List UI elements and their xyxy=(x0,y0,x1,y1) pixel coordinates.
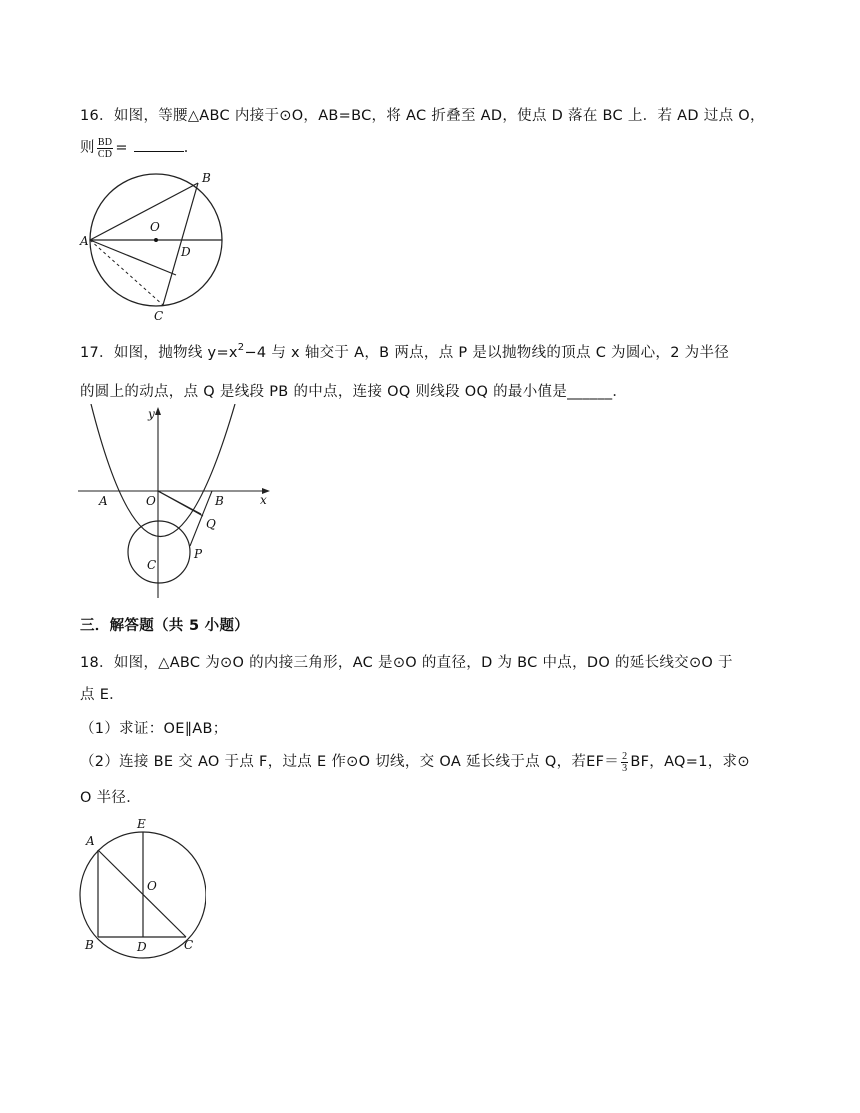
q18-line-2: 点 E． xyxy=(80,687,124,703)
q17-label-o: O xyxy=(146,494,156,508)
q17-label-c: C xyxy=(147,558,157,572)
q18-line-1: 18．如图，△ABC 为⊙O 的内接三角形，AC 是⊙O 的直径，D 为 BC 中点，DO 的延长线交⊙O 于 xyxy=(80,655,733,671)
q18-figure xyxy=(76,812,206,962)
q18-fraction xyxy=(621,751,628,774)
q17-line1-a: 17．如图，抛物线 y=x xyxy=(80,345,238,361)
q17-superscript: 2 xyxy=(237,342,245,353)
q18-diameter-ac xyxy=(98,850,186,937)
q16-segment-bc xyxy=(163,183,198,305)
q16-segment-ab xyxy=(90,183,198,240)
q17-label-x: x xyxy=(260,493,267,507)
q16-prefix: 则 xyxy=(80,140,95,156)
q17-line1-b: −4 与 x 轴交于 A，B 两点，点 P 是以抛物线的顶点 C 为圆心，2 为半径 xyxy=(244,345,730,361)
q16-frac-num: BD xyxy=(97,136,113,148)
q17-figure xyxy=(72,404,282,600)
q16-fraction xyxy=(97,137,114,160)
q16-line-1: 16．如图，等腰△ABC 内接于⊙O，AB=BC，将 AC 折叠至 AD，使点 D 落在 BC 上．若 AD 过点 O， xyxy=(80,108,765,124)
q16-answer-blank xyxy=(134,139,184,152)
q17-line-2: 的圆上的动点，点 Q 是线段 PB 的中点，连接 OQ 则线段 OQ 的最小值是______． xyxy=(80,384,628,400)
q18-frac-num: 2 xyxy=(622,750,628,762)
q17-label-y: y xyxy=(148,407,155,421)
q16-label-c: C xyxy=(154,309,164,323)
q18-label-a: A xyxy=(86,834,95,848)
q17-label-p: P xyxy=(194,547,203,561)
q18-part2-a: （2）连接 BE 交 AO 于点 F，过点 E 作⊙O 切线，交 OA 延长线于点 Q，若EF＝ xyxy=(80,754,620,770)
q16-figure xyxy=(78,168,238,328)
q17-label-q: Q xyxy=(206,517,216,531)
q16-label-a: A xyxy=(80,234,89,248)
q18-frac-den: 3 xyxy=(622,762,628,774)
q17-label-a: A xyxy=(99,494,108,508)
q18-label-b: B xyxy=(85,938,94,952)
q16-segment-ad-fold xyxy=(90,240,176,275)
q16-label-d: D xyxy=(181,245,191,259)
section-3-title: 三．解答题（共 5 小题） xyxy=(80,618,250,634)
q16-frac-den: CD xyxy=(97,148,113,160)
q18-part2-b: BF，AQ=1，求⊙ xyxy=(630,754,750,770)
q18-label-c: C xyxy=(184,938,194,952)
q17-circle xyxy=(128,521,190,583)
q18-part-1: （1）求证：OE∥AB； xyxy=(80,721,228,737)
q18-label-e: E xyxy=(137,817,146,831)
q16-line-2 xyxy=(80,136,199,160)
q16-label-b: B xyxy=(202,171,211,185)
q18-label-o: O xyxy=(147,879,157,893)
q17-y-arrow xyxy=(155,407,161,415)
q16-dashed-ac xyxy=(90,240,163,305)
q18-part-2 xyxy=(80,750,750,774)
q18-label-d: D xyxy=(137,940,147,954)
q18-line-4: O 半径． xyxy=(80,790,142,806)
q17-segment-oq xyxy=(158,491,201,514)
q16-center-point xyxy=(154,238,158,242)
q16-label-o: O xyxy=(150,220,160,234)
q17-label-b: B xyxy=(215,494,224,508)
q17-line-1 xyxy=(80,341,729,362)
q16-eq: = xyxy=(115,140,128,156)
q16-end: ． xyxy=(183,140,199,156)
